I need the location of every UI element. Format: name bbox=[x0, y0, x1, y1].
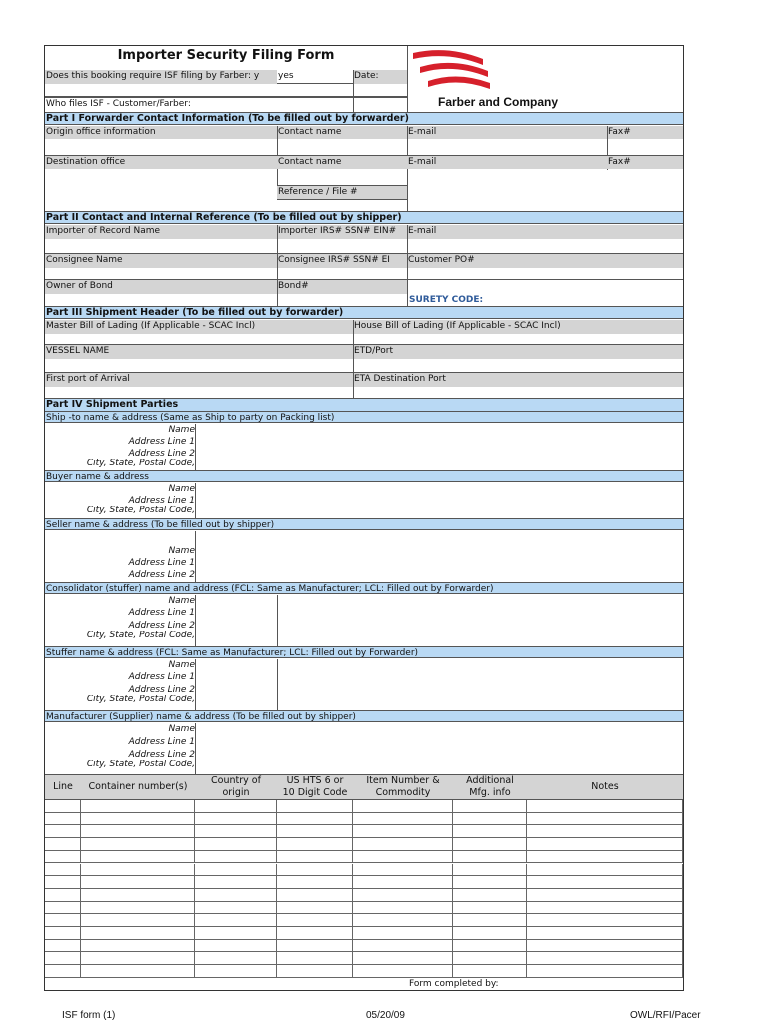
table-cell[interactable] bbox=[453, 889, 527, 902]
table-cell[interactable] bbox=[195, 902, 277, 915]
destination-office-label: Destination office bbox=[45, 156, 277, 169]
table-cell[interactable] bbox=[453, 927, 527, 940]
table-cell[interactable] bbox=[527, 889, 683, 902]
table-cell[interactable] bbox=[45, 851, 81, 864]
part2-header: Part II Contact and Internal Reference (To be filled out by shipper) bbox=[45, 211, 683, 224]
table-cell[interactable] bbox=[81, 927, 195, 940]
origin-office-label: Origin office information bbox=[45, 126, 277, 139]
table-cell[interactable] bbox=[45, 889, 81, 902]
table-cell[interactable] bbox=[81, 813, 195, 826]
table-cell[interactable] bbox=[527, 800, 683, 813]
col-country-header: Country of origin bbox=[211, 775, 261, 798]
table-cell[interactable] bbox=[453, 851, 527, 864]
table-cell[interactable] bbox=[45, 952, 81, 965]
fax-label: Fax# bbox=[607, 126, 683, 139]
table-cell[interactable] bbox=[453, 876, 527, 889]
table-cell[interactable] bbox=[195, 864, 277, 877]
completed-by-label: Form completed by: bbox=[409, 979, 499, 989]
table-cell[interactable] bbox=[195, 889, 277, 902]
email-label: E-mail bbox=[407, 126, 607, 139]
col-line-header: Line bbox=[53, 781, 73, 792]
consignee-label: Consignee Name bbox=[45, 254, 277, 268]
table-cell[interactable] bbox=[353, 889, 453, 902]
col-hts-header: US HTS 6 or 10 Digit Code bbox=[282, 775, 348, 798]
table-cell[interactable] bbox=[277, 902, 353, 915]
table-cell[interactable] bbox=[81, 952, 195, 965]
part1-header: Part I Forwarder Contact Information (To be filled out by forwarder) bbox=[45, 112, 683, 125]
house-bl-label: House Bill of Lading (If Applicable - SCAC Incl) bbox=[353, 320, 683, 334]
table-cell[interactable] bbox=[277, 864, 353, 877]
col-item-header: Item Number & Commodity bbox=[366, 775, 440, 798]
table-cell[interactable] bbox=[195, 851, 277, 864]
table-cell[interactable] bbox=[45, 813, 81, 826]
table-cell[interactable] bbox=[527, 864, 683, 877]
stuffer-header: Stuffer name & address (FCL: Same as Manufacturer; LCL: Filled out by Forwarder) bbox=[45, 646, 683, 658]
table-cell[interactable] bbox=[81, 851, 195, 864]
vessel-label: VESSEL NAME bbox=[45, 345, 353, 359]
table-cell[interactable] bbox=[81, 965, 195, 978]
table-cell[interactable] bbox=[81, 825, 195, 838]
company-name: Farber and Company bbox=[438, 95, 559, 109]
first-port-label: First port of Arrival bbox=[45, 373, 353, 387]
table-cell[interactable] bbox=[527, 851, 683, 864]
table-cell[interactable] bbox=[277, 940, 353, 953]
table-cell[interactable] bbox=[527, 876, 683, 889]
date-label: Date: bbox=[353, 70, 407, 84]
table-cell[interactable] bbox=[45, 940, 81, 953]
customer-po-label: Customer PO# bbox=[407, 254, 683, 268]
table-cell[interactable] bbox=[195, 940, 277, 953]
table-cell[interactable] bbox=[453, 965, 527, 978]
table-cell[interactable] bbox=[527, 952, 683, 965]
table-cell[interactable] bbox=[45, 876, 81, 889]
table-cell[interactable] bbox=[81, 940, 195, 953]
table-cell[interactable] bbox=[353, 851, 453, 864]
table-cell[interactable] bbox=[453, 825, 527, 838]
fax-label-2: Fax# bbox=[607, 156, 683, 169]
table-cell[interactable] bbox=[453, 940, 527, 953]
part3-header: Part III Shipment Header (To be filled out by forwarder) bbox=[45, 306, 683, 319]
table-cell[interactable] bbox=[527, 927, 683, 940]
surety-code-label: SURETY CODE: bbox=[409, 295, 484, 305]
table-cell[interactable] bbox=[353, 902, 453, 915]
table-cell[interactable] bbox=[353, 876, 453, 889]
table-cell[interactable] bbox=[45, 965, 81, 978]
table-cell[interactable] bbox=[527, 825, 683, 838]
bond-label: Bond# bbox=[277, 280, 407, 294]
owner-bond-label: Owner of Bond bbox=[45, 280, 277, 294]
stuffer-labels: Name Address Line 1 Address Line 2 City, State, Postal Code, bbox=[86, 660, 195, 704]
table-cell[interactable] bbox=[195, 813, 277, 826]
table-cell[interactable] bbox=[195, 914, 277, 927]
table-cell[interactable] bbox=[527, 813, 683, 826]
table-cell[interactable] bbox=[277, 952, 353, 965]
table-cell[interactable] bbox=[45, 825, 81, 838]
table-cell[interactable] bbox=[81, 889, 195, 902]
table-cell[interactable] bbox=[277, 851, 353, 864]
importer-email-label: E-mail bbox=[407, 225, 683, 239]
table-cell[interactable] bbox=[527, 914, 683, 927]
table-cell[interactable] bbox=[277, 825, 353, 838]
table-cell[interactable] bbox=[353, 914, 453, 927]
table-cell[interactable] bbox=[353, 952, 453, 965]
seller-header: Seller name & address (To be filled out by shipper) bbox=[45, 518, 683, 530]
table-cell[interactable] bbox=[45, 800, 81, 813]
master-bl-label: Master Bill of Lading (If Applicable - SCAC Incl) bbox=[45, 320, 353, 334]
table-cell[interactable] bbox=[277, 876, 353, 889]
table-cell[interactable] bbox=[45, 902, 81, 915]
table-cell[interactable] bbox=[277, 927, 353, 940]
table-cell[interactable] bbox=[81, 902, 195, 915]
table-cell[interactable] bbox=[353, 864, 453, 877]
col-notes-header: Notes bbox=[591, 781, 619, 792]
table-cell[interactable] bbox=[277, 914, 353, 927]
col-container-header: Container number(s) bbox=[88, 781, 188, 792]
buyer-labels: Name Address Line 1 City, State, Postal Code, bbox=[86, 484, 195, 515]
isf-answer-field[interactable]: yes bbox=[277, 70, 353, 84]
consolidator-labels: Name Address Line 1 Address Line 2 City, State, Postal Code, bbox=[86, 596, 195, 640]
table-cell[interactable] bbox=[195, 838, 277, 851]
table-cell[interactable] bbox=[45, 914, 81, 927]
seller-labels: Name Address Line 1 Address Line 2 bbox=[128, 546, 195, 580]
table-cell[interactable] bbox=[195, 927, 277, 940]
table-cell[interactable] bbox=[81, 800, 195, 813]
table-cell[interactable] bbox=[353, 825, 453, 838]
table-cell[interactable] bbox=[45, 927, 81, 940]
buyer-header: Buyer name & address bbox=[45, 470, 683, 482]
page-title: Importer Security Filing Form bbox=[117, 48, 335, 63]
table-cell[interactable] bbox=[353, 965, 453, 978]
table-cell[interactable] bbox=[277, 838, 353, 851]
table-cell[interactable] bbox=[527, 838, 683, 851]
eta-label: ETA Destination Port bbox=[353, 373, 683, 387]
table-cell[interactable] bbox=[195, 952, 277, 965]
table-cell[interactable] bbox=[277, 889, 353, 902]
ship-to-header: Ship -to name & address (Same as Ship to party on Packing list) bbox=[45, 411, 683, 423]
contact-name-label-2: Contact name bbox=[277, 156, 407, 169]
email-label-2: E-mail bbox=[407, 156, 607, 169]
contact-name-label: Contact name bbox=[277, 126, 407, 139]
table-cell[interactable] bbox=[277, 965, 353, 978]
who-files-label: Who files ISF - Customer/Farber: bbox=[46, 99, 191, 109]
manufacturer-labels: Name Address Line 1 Address Line 2 City, State, Postal Code, bbox=[86, 724, 195, 769]
consolidator-header: Consolidator (stuffer) name and address (FCL: Same as Manufacturer; LCL: Filled out by Forwarder) bbox=[45, 582, 683, 594]
part4-header: Part IV Shipment Parties bbox=[45, 398, 683, 411]
table-cell[interactable] bbox=[453, 914, 527, 927]
table-cell[interactable] bbox=[453, 838, 527, 851]
table-cell[interactable] bbox=[527, 940, 683, 953]
table-cell[interactable] bbox=[277, 813, 353, 826]
table-cell[interactable] bbox=[195, 800, 277, 813]
table-cell[interactable] bbox=[81, 864, 195, 877]
table-cell[interactable] bbox=[195, 825, 277, 838]
manufacturer-header: Manufacturer (Supplier) name & address (To be filled out by shipper) bbox=[45, 710, 683, 722]
table-cell[interactable] bbox=[353, 927, 453, 940]
table-cell[interactable] bbox=[195, 876, 277, 889]
ship-to-labels: Name Address Line 1 Address Line 2 City, State, Postal Code, bbox=[86, 425, 195, 468]
footer-right: OWL/RFI/Pacer bbox=[630, 1010, 701, 1021]
table-cell[interactable] bbox=[81, 876, 195, 889]
footer-center: 05/20/09 bbox=[366, 1010, 405, 1021]
table-cell[interactable] bbox=[453, 813, 527, 826]
table-cell[interactable] bbox=[81, 914, 195, 927]
table-cell[interactable] bbox=[45, 864, 81, 877]
table-cell[interactable] bbox=[527, 965, 683, 978]
table-cell[interactable] bbox=[353, 813, 453, 826]
table-cell[interactable] bbox=[353, 838, 453, 851]
company-logo bbox=[408, 47, 683, 112]
importer-record-label: Importer of Record Name bbox=[45, 225, 277, 239]
table-cell[interactable] bbox=[453, 800, 527, 813]
consignee-irs-label: Consignee IRS# SSN# EI bbox=[277, 254, 407, 268]
isf-question-label: Does this booking require ISF filing by Farber: y bbox=[45, 70, 277, 84]
table-cell[interactable] bbox=[45, 838, 81, 851]
table-cell[interactable] bbox=[195, 965, 277, 978]
footer-left: ISF form (1) bbox=[62, 1010, 116, 1021]
table-cell[interactable] bbox=[353, 940, 453, 953]
importer-irs-label: Importer IRS# SSN# EIN# bbox=[277, 225, 407, 239]
etd-label: ETD/Port bbox=[353, 345, 683, 359]
table-cell[interactable] bbox=[453, 902, 527, 915]
reference-label: Reference / File # bbox=[277, 186, 407, 199]
table-cell[interactable] bbox=[453, 952, 527, 965]
col-additional-header: Additional Mfg. info bbox=[466, 775, 514, 798]
table-cell[interactable] bbox=[81, 838, 195, 851]
table-cell[interactable] bbox=[277, 800, 353, 813]
table-cell[interactable] bbox=[527, 902, 683, 915]
table-cell[interactable] bbox=[353, 800, 453, 813]
table-cell[interactable] bbox=[453, 864, 527, 877]
